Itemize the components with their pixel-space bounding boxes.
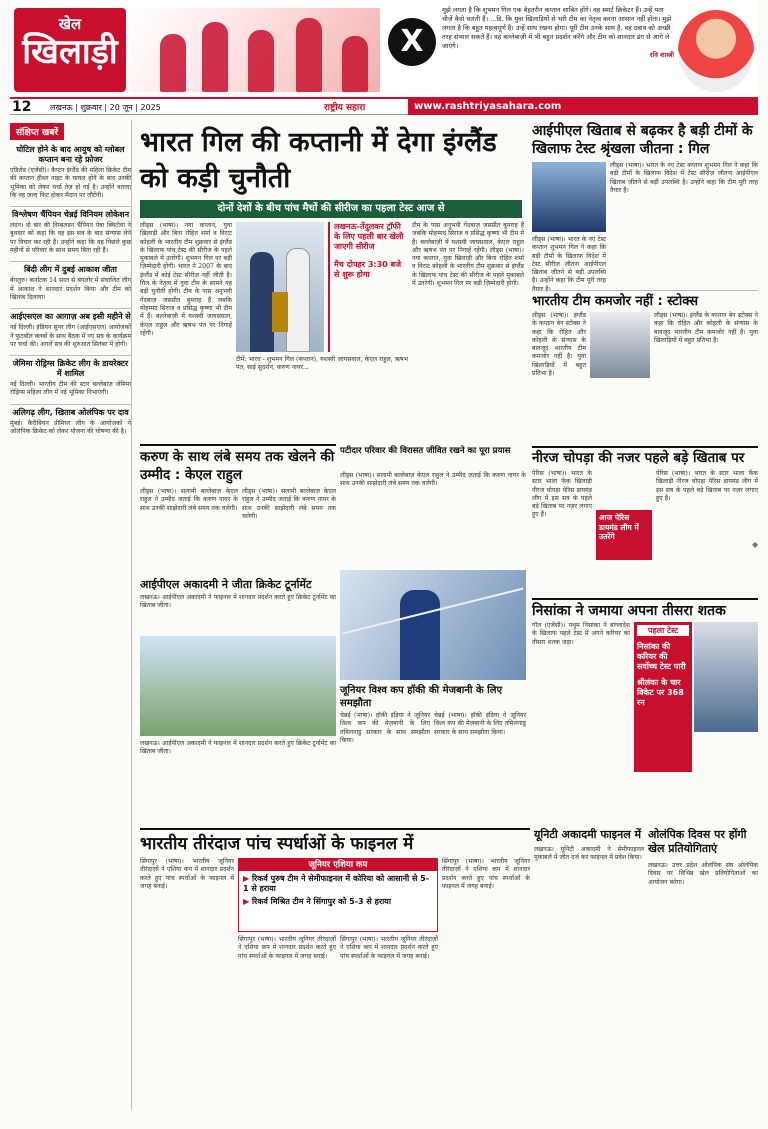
gill-headline: आईपीएल खिताब से बढ़कर है बड़ी टीमों के खिलाफ टेस्ट श्रृंखला जीतना : गिल — [532, 123, 753, 157]
junior-hockey-body-2: चेन्नई (भाषा)। हॉकी इंडिया ने जूनियर विश्व कप की मेज़बानी के लिए तमिलनाडु सरकार के साथ समझौता किया। — [434, 712, 526, 736]
brief-title: बिंदी लीग में दुबई आकाश जीता — [10, 261, 131, 275]
nissanka-point-1: निसांका की करियर की सर्वोच्च टेस्ट पारी — [637, 642, 686, 671]
brief-title: जेमिमा रोड्रिग्स क्रिकेट लीग के डायरेक्टर में शामिल — [10, 355, 131, 379]
callout-2: मैच दोपहर 3:30 बजे से शुरू होगा — [334, 260, 402, 279]
lead-strap: दोनों देशों के बीच पांच मैचों की सीरीज का पहला टेस्ट आज से — [140, 200, 522, 218]
folio-bar — [10, 97, 758, 115]
lead-squad: टीमें: भारत - शुभमन गिल (कप्तान), यशस्वी जायसवाल, केएल राहुल, ऋषभ पंत, साई सुदर्शन, करुण नायर... — [236, 356, 408, 372]
olympic-body: लखनऊ। उत्तर प्रदेश ओलंपिक संघ ओलंपिक दिवस पर विभिन्न खेल प्रतियोगिताओं का आयोजन करेगा। — [648, 862, 758, 886]
neeraj-photo — [340, 570, 526, 680]
rahul-body-2: लीड्स (भाषा)। सलामी बल्लेबाज़ केएल राहुल ने उम्मीद जताई कि करुण नायर के साथ उनकी साझेदारी लंबे समय तक चलेगी। — [242, 488, 336, 520]
patidar-body: लीड्स (भाषा)। सलामी बल्लेबाज़ केएल राहुल ने उम्मीद जताई कि करुण नायर के साथ उनकी साझेदारी लंबे समय तक चलेगी। — [340, 472, 526, 488]
archery-headline: भारतीय तीरंदाज पांच स्पर्धाओं के फाइनल में — [140, 828, 530, 855]
junior-hockey-headline: जूनियर विश्व कप हॉकी की मेजबानी के लिए समझौता — [340, 685, 502, 709]
academy-body: लखनऊ। आईपीएल अकादमी ने फाइनल में शानदार प्रदर्शन करते हुए क्रिकेट टूर्नामेंट का खिताब जीता। — [140, 594, 336, 610]
lead-body-2: टीम के पास अनुभवी गेंदबाज़ जसप्रीत बुमराह हैं जबकि मोहम्मद सिराज व प्रसिद्ध कृष्णा भी टीम में हैं। बल्लेबाज़ी में यशस्वी जायसवाल, केएल राहुल और ऋषभ पंत पर निगाहें रहेंगी। लीड्स (भाषा)। नया कप्तान, युवा खिलाड़ी और बिना रोहित शर्मा व विराट कोहली के भारतीय टीम शुक्रवार से इंग्लैंड के खिलाफ पांच टेस्ट की सीरीज के पहले मुकाबले में उतरेगी। शुभमन गिल पर बड़ी ज़िम्मेदारी होगी। — [412, 222, 525, 288]
lead-body-1: लीड्स (भाषा)। नया कप्तान, युवा खिलाड़ी और बिना रोहित शर्मा व विराट कोहली के भारतीय टीम शुक्रवार से इंग्लैंड के खिलाफ पांच टेस्ट की सीरीज के पहले मुकाबले में उतरेगी। शुभमन गिल पर बड़ी ज़िम्मेदारी होगी। भारत ने 2007 के बाद इंग्लैंड में कोई टेस्ट सीरीज़ नहीं जीती है। गिल के नेतृत्व में युवा टीम के सामने यह बड़ी चुनौती होगी। टीम के पास अनुभवी गेंदबाज़ जसप्रीत बुमराह हैं जबकि मोहम्मद सिराज व प्रसिद्ध कृष्णा भी टीम में हैं। बल्लेबाज़ी में यशस्वी जायसवाल, केएल राहुल और ऋषभ पंत पर निगाहें रहेंगी। — [140, 222, 233, 337]
callout-1: लखनऊ-तेंदुलकर ट्रॉफी के लिए पहली बार खेली जाएगी सीरीज — [334, 222, 404, 251]
patidar-headline: पटीदार परिवार की विरासत जीवित रखने का पूरा प्रयास — [340, 446, 511, 456]
brief-body: एडिलेड (एजेंसी)। कैप्टन इंग्लैंड की महिला क्रिकेट टीम की कप्तान हीथर नाइट के घायल होने के बाद उनकी भूमिका को लेकर चर्चा तेज़ हो गई है। उन्होंने बताया कि वह जल्द फिट होकर मैदान पर लौटेंगी। — [10, 167, 131, 199]
rahul-headline: करुण के साथ लंबे समय तक खेलने की उम्मीद : केएल राहुल — [140, 444, 336, 484]
brand-name: राष्ट्रीय सहारा — [324, 103, 366, 113]
neeraj-tag: आज पेरिस डायमंड लीग में उतरेंगे — [596, 510, 652, 560]
neeraj-body-1: पेरिस (भाषा)। भारत के स्टार भाला फेंक खिलाड़ी नीरज चोपड़ा पेरिस डायमंड लीग में इस सत्र के पहले बड़े खिताब पर नज़र लगाए हुए हैं। — [532, 470, 592, 519]
brief-body: नई दिल्ली। इंडियन सुपर लीग (आईएसएल) आयोजकों ने फुटबॉल क्लबों के साथ बैठक में नए सत्र के कार्यक्रम पर चर्चा की। अगले सत्र की शुरुआत सितंबर में होगी। — [10, 324, 131, 348]
registration-mark: ◆ — [752, 540, 759, 549]
stokes-photo — [590, 312, 650, 378]
academy-caption: लखनऊ। आईपीएल अकादमी ने फाइनल में शानदार प्रदर्शन करते हुए क्रिकेट टूर्नामेंट का खिताब जीता। — [140, 740, 336, 756]
stokes-headline: भारतीय टीम कमजोर नहीं : स्टोक्स — [532, 290, 758, 310]
academy-headline: आईपीएल अकादमी ने जीता क्रिकेट टूर्नामेंट — [140, 578, 312, 591]
website-url[interactable]: www.rashtriyasahara.com — [408, 99, 758, 115]
neeraj-headline: नीरज चोपड़ा की नजर पहले बड़े खिताब पर — [532, 446, 758, 467]
archery-factbox — [238, 858, 438, 932]
archery-body-2: सिंगापुर (भाषा)। भारतीय जूनियर तीरंदाज़ों ने एशिया कप में शानदार प्रदर्शन करते हुए पांच स्पर्धाओं के फाइनल में जगह बनाई। — [238, 936, 336, 960]
briefs-tab: संक्षिप्त खबरें — [10, 123, 64, 140]
khel-khiladi-logo — [14, 8, 126, 92]
archery-body-4: सिंगापुर (भाषा)। भारतीय जूनियर तीरंदाज़ों ने एशिया कप में शानदार प्रदर्शन करते हुए पांच स्पर्धाओं के फाइनल में जगह बनाई। — [442, 858, 530, 890]
briefs-column — [10, 120, 132, 1110]
unity-body: लखनऊ। यूनिटी अकादमी ने सेमीफाइनल मुकाबले में जीत दर्ज कर फाइनल में प्रवेश किया। — [534, 846, 644, 862]
masthead — [10, 0, 758, 96]
header-illustration — [130, 8, 380, 92]
neeraj-body-2: पेरिस (भाषा)। भारत के स्टार भाला फेंक खिलाड़ी नीरज चोपड़ा पेरिस डायमंड लीग में इस सत्र के पहले बड़े खिताब पर नज़र लगाए हुए हैं। — [656, 470, 758, 502]
gill-body-cont: लीड्स (भाषा)। भारत के नए टेस्ट कप्तान शुभमन गिल ने कहा कि बड़ी टीमों के खिलाफ विदेश में टेस्ट सीरीज़ जीतना आईपीएल खिताब जीतने से बड़ी उपलब्धि है। उन्होंने कहा कि टीम पूरी तरह तैयार है। — [532, 236, 606, 293]
quote-text: मुझे लगता है कि शुभमन गिल एक बेहतरीन कप्तान साबित होंगे। वह स्मार्ट क्रिकेटर हैं। उन्हें पता चीज़ें कैसे चलती हैं। ...डि, कि युवा खिलाड़ियों से भरी टीम का नेतृत्व करना आसान नहीं होता। मुझे लगता है कि बहुत महत्वपूर्ण है। उन्हें साथ रखना होगा। पूरी टीम उनके साथ है, वह दबाव को अच्छी तरह संभाल सकते हैं। वह बल्लेबाज़ी में भी बहुत प्रदर्शन करेंगे और टीम को शानदार ढंग से आगे ले जाएंगे। — [442, 6, 672, 50]
archery-box-title: जूनियर एशिया कप — [239, 859, 437, 871]
gill-body: लीड्स (भाषा)। भारत के नए टेस्ट कप्तान शुभमन गिल ने कहा कि बड़ी टीमों के खिलाफ विदेश में टेस्ट सीरीज़ जीतना आईपीएल खिताब जीतने से बड़ी उपलब्धि है। उन्होंने कहा कि टीम पूरी तरह तैयार है। — [610, 162, 758, 194]
nissanka-factbox — [634, 622, 692, 772]
lead-headline: भारत गिल की कप्तानी में देगा इंग्लैंड को कड़ी चुनौती — [140, 127, 497, 194]
archery-box-item-2: ▶ रिकर्व मिश्रित टीम ने सिंगापुर को 5-3 से हराया — [243, 897, 391, 906]
x-logo-icon: X — [388, 18, 436, 66]
dateline: लखनऊ | शुक्रवार | 20 जून | 2025 — [50, 103, 161, 112]
brief-body: लंदन। दो बार की विम्बलडन चैंपियन पेत्रा क्विटोवा ने बुधवार को कहा कि वह इस सत्र के बाद संन्यास लेने पर विचार कर रही हैं। उन्होंने कहा कि वह पिछले कुछ महीनों से परिवार के साथ समय बिता रही हैं। — [10, 222, 131, 255]
logo-top: खेल — [58, 15, 82, 33]
nissanka-photo — [694, 622, 758, 732]
archery-box-item-1: ▶ रिकर्व पुरुष टीम ने सेमीफाइनल में कोरिया को आसानी से 5-1 से हराया — [243, 874, 430, 893]
rahul-body-1: लीड्स (भाषा)। सलामी बल्लेबाज़ केएल राहुल ने उम्मीद जताई कि करुण नायर के साथ उनकी साझेदारी लंबे समय तक चलेगी। — [140, 488, 238, 512]
quote-author-portrait — [678, 10, 754, 92]
olympic-headline: ओलंपिक दिवस पर होंगी खेल प्रतियोगिताएं — [648, 828, 747, 855]
junior-hockey-body-1: चेन्नई (भाषा)। हॉकी इंडिया ने जूनियर विश्व कप की मेज़बानी के लिए तमिलनाडु सरकार के साथ समझौता किया। — [340, 712, 430, 744]
brief-title: अलिगढ़ लीग, खिताब ओलंपिक पर दाव — [10, 404, 131, 418]
nissanka-body: गॉल (एजेंसी)। पथुम निसांका ने बांग्लादेश के खिलाफ पहले टेस्ट में अपने करियर का तीसरा शतक जड़ा। — [532, 622, 630, 646]
nissanka-point-2: श्रीलंका के चार विकेट पर 368 रन — [637, 678, 684, 707]
captains-photo — [236, 222, 324, 352]
brief-title: घोटिल होने के बाद आयुष को ग्लोबल कप्तान बना रहे फ्रोजर — [16, 145, 125, 164]
page-number: 12 — [12, 99, 32, 115]
quote-author: रवि शास्त्री — [649, 51, 674, 59]
academy-team-photo — [140, 636, 336, 736]
nissanka-headline: निसांका ने जमाया अपना तीसरा शतक — [532, 598, 758, 620]
lead-callouts — [328, 222, 408, 352]
stokes-body-1: लीड्स (भाषा)। इंग्लैंड के कप्तान बेन स्टोक्स ने कहा कि रोहित और कोहली के संन्यास के बावजूद भारतीय टीम कमजोर नहीं है। युवा खिलाड़ियों में बहुत प्रतिभा है। — [532, 312, 586, 378]
brief-title: विश्लेषण चैंपियन चेन्नई विनियम लोकेशन — [10, 206, 131, 220]
archery-body-1: सिंगापुर (भाषा)। भारतीय जूनियर तीरंदाज़ों ने एशिया कप में शानदार प्रदर्शन करते हुए पांच स्पर्धाओं के फाइनल में जगह बनाई। — [140, 858, 234, 890]
stokes-body-2: लीड्स (भाषा)। इंग्लैंड के कप्तान बेन स्टोक्स ने कहा कि रोहित और कोहली के संन्यास के बावजूद भारतीय टीम कमजोर नहीं है। युवा खिलाड़ियों में बहुत प्रतिभा है। — [654, 312, 758, 344]
nissanka-tag: पहला टेस्ट — [637, 625, 689, 636]
unity-headline: यूनिटी अकादमी फाइनल में — [534, 828, 642, 841]
logo-main: खिलाड़ी — [22, 32, 118, 72]
brief-title: आईएसएल का आगाज़ अब इसी महीने से — [10, 308, 131, 322]
brief-body: मुंबई। कैरीबियन प्रीमियर लीग के आयोजकों ने ओलंपिक क्रिकेट को लेकर योजना की घोषणा की है। — [10, 419, 131, 436]
brief-body: नई दिल्ली। भारतीय टीम की स्टार बल्लेबाज़ जेमिमा रोड्रिग्स महिला लीग में नई भूमिका निभाएंगी। — [10, 381, 131, 397]
quote-box — [442, 6, 674, 60]
archery-body-3: सिंगापुर (भाषा)। भारतीय जूनियर तीरंदाज़ों ने एशिया कप में शानदार प्रदर्शन करते हुए पांच स्पर्धाओं के फाइनल में जगह बनाई। — [340, 936, 438, 960]
gill-photo — [532, 162, 606, 232]
brief-body: बेंगलुरु। कर्नाटक 14 साल से बंगलोर में संचालित लीग में आकाश ने शानदार प्रदर्शन किया और टीम को खिताब दिलाया। — [10, 277, 131, 301]
